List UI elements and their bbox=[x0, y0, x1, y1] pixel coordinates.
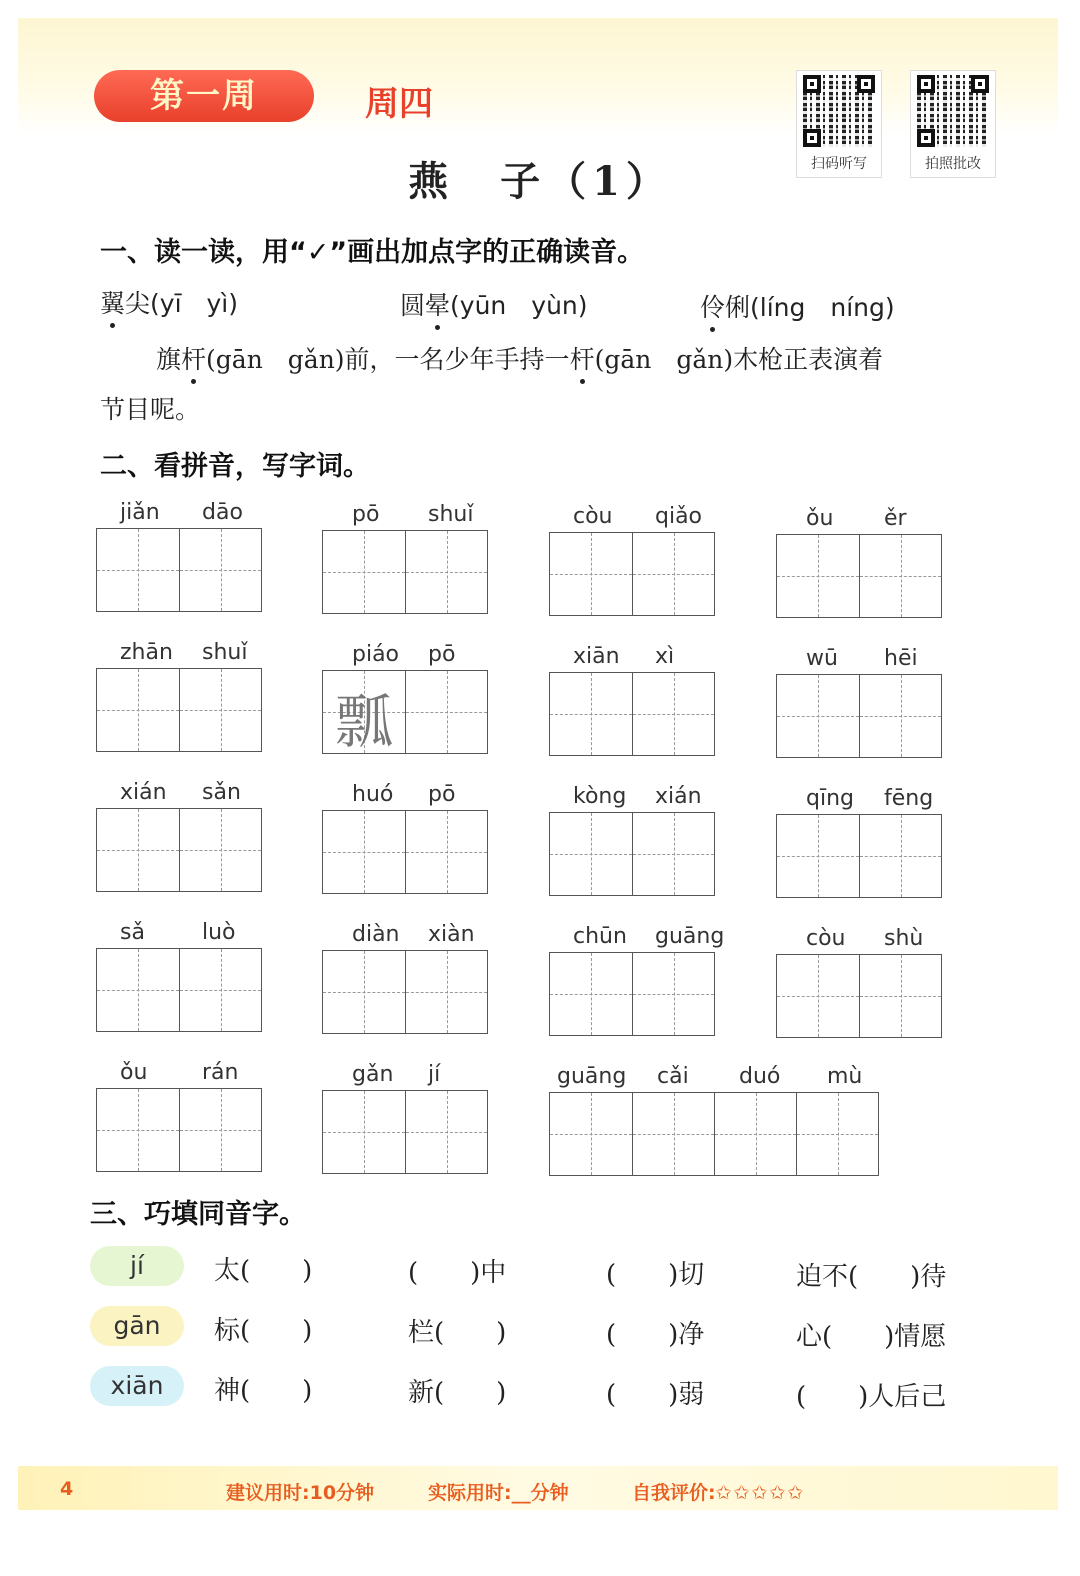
homophone-row bbox=[90, 1246, 1010, 1290]
character-boxes bbox=[96, 528, 262, 612]
character-box[interactable] bbox=[405, 671, 487, 753]
character-boxes bbox=[322, 670, 488, 754]
character-boxes bbox=[96, 668, 262, 752]
qr-finder-icon bbox=[917, 75, 935, 93]
pinyin-label: jí bbox=[428, 1062, 441, 1087]
homophone-blank[interactable]: 心( )情愿 bbox=[796, 1322, 947, 1352]
pinyin-label: shuǐ bbox=[202, 640, 248, 665]
character-box[interactable] bbox=[550, 953, 632, 1035]
section2-title: 二、看拼音，写字词。 bbox=[100, 451, 370, 482]
character-boxes bbox=[322, 530, 488, 614]
self-evaluation-label: 自我评价: bbox=[632, 1482, 716, 1504]
character-boxes bbox=[322, 950, 488, 1034]
pinyin-label: sǎn bbox=[202, 780, 241, 805]
pinyin-label: ěr bbox=[884, 506, 907, 531]
reading-sentence-end: 节目呢。 bbox=[100, 395, 201, 424]
character-box[interactable] bbox=[859, 955, 941, 1037]
homophone-row bbox=[90, 1366, 1010, 1410]
qr-listen-caption: 扫码听写 bbox=[811, 156, 867, 172]
character-box[interactable] bbox=[179, 1089, 261, 1171]
character-box[interactable] bbox=[632, 1093, 714, 1175]
character-box[interactable] bbox=[179, 809, 261, 891]
homophone-blank[interactable]: 迫不( )待 bbox=[796, 1262, 947, 1292]
character-boxes bbox=[322, 810, 488, 894]
pinyin-label: qiǎo bbox=[655, 504, 703, 529]
pinyin-label: pō bbox=[428, 642, 456, 667]
character-box[interactable] bbox=[179, 669, 261, 751]
character-boxes bbox=[549, 952, 715, 1036]
character-box[interactable] bbox=[179, 529, 261, 611]
homophone-blank[interactable]: 神( ) bbox=[214, 1376, 313, 1406]
pinyin-label: rán bbox=[202, 1060, 239, 1085]
pinyin-label: còu bbox=[573, 504, 613, 529]
character-box[interactable] bbox=[405, 531, 487, 613]
qr-finder-icon bbox=[971, 75, 989, 93]
character-box[interactable] bbox=[405, 1091, 487, 1173]
homophone-blank[interactable]: 新( ) bbox=[408, 1378, 507, 1408]
qr-correct-caption: 拍照批改 bbox=[925, 156, 981, 172]
character-box[interactable] bbox=[859, 675, 941, 757]
homophone-blank[interactable]: ( )净 bbox=[606, 1320, 705, 1350]
section3-title: 三、巧填同音字。 bbox=[90, 1199, 306, 1230]
character-box[interactable] bbox=[777, 955, 859, 1037]
dotted-char: 杆 bbox=[570, 340, 595, 376]
pinyin-label: zhān bbox=[120, 640, 173, 665]
homophone-blank[interactable]: ( )切 bbox=[606, 1260, 705, 1290]
character-box[interactable] bbox=[859, 535, 941, 617]
star-rating-icon[interactable]: ✩✩✩✩✩ bbox=[715, 1482, 806, 1504]
suggested-time: 建议用时:10分钟 bbox=[226, 1482, 375, 1504]
written-character: 瓢 bbox=[334, 688, 393, 756]
dotted-char: 杆 bbox=[181, 340, 206, 376]
character-box[interactable] bbox=[550, 673, 632, 755]
homophone-blank[interactable]: ( )弱 bbox=[606, 1380, 705, 1410]
pinyin-label: mù bbox=[827, 1064, 863, 1089]
reading-options: 俐(líng níng) bbox=[725, 293, 895, 322]
homophone-blank[interactable]: 栏( ) bbox=[408, 1318, 507, 1348]
character-box[interactable] bbox=[714, 1093, 796, 1175]
dotted-char: 晕 bbox=[425, 286, 450, 322]
reading-text: 圆 bbox=[400, 291, 426, 320]
reading-options: (gān gǎn)前，一名少年手持一 bbox=[206, 345, 570, 374]
character-box[interactable] bbox=[323, 1091, 405, 1173]
pinyin-label: dāo bbox=[202, 500, 243, 525]
character-boxes bbox=[776, 674, 942, 758]
character-box[interactable] bbox=[179, 949, 261, 1031]
pinyin-label: cǎi bbox=[657, 1064, 689, 1089]
reading-options: (gān gǎn)木枪正表演着 bbox=[594, 345, 884, 374]
homophone-row bbox=[90, 1306, 1010, 1350]
pinyin-label: chūn bbox=[573, 924, 627, 949]
character-box[interactable] bbox=[97, 809, 179, 891]
day-label: 周四 bbox=[365, 84, 433, 124]
character-box[interactable] bbox=[777, 535, 859, 617]
pinyin-label: diàn bbox=[352, 922, 400, 947]
lesson-title: 燕 子（1） bbox=[408, 158, 672, 205]
character-boxes bbox=[96, 948, 262, 1032]
pinyin-label: gǎn bbox=[352, 1062, 394, 1087]
reading-text: 旗 bbox=[156, 345, 182, 374]
homophone-blank[interactable]: 太( ) bbox=[214, 1256, 313, 1286]
character-boxes bbox=[322, 1090, 488, 1174]
dotted-char: 翼 bbox=[100, 284, 125, 320]
page-number: 4 bbox=[60, 1478, 74, 1500]
reading-options: 尖(yī yì) bbox=[125, 289, 239, 318]
character-box[interactable] bbox=[97, 529, 179, 611]
homophone-pinyin: jí bbox=[90, 1246, 184, 1286]
reading-sentence[interactable] bbox=[156, 340, 883, 376]
character-box[interactable] bbox=[405, 811, 487, 893]
character-box[interactable] bbox=[632, 673, 714, 755]
homophone-blank[interactable]: 标( ) bbox=[214, 1316, 313, 1346]
dotted-char: 伶 bbox=[700, 288, 725, 324]
character-box[interactable] bbox=[796, 1093, 878, 1175]
pinyin-label: ǒu bbox=[120, 1060, 148, 1085]
pinyin-label: hēi bbox=[884, 646, 918, 671]
character-box[interactable] bbox=[323, 671, 405, 756]
pinyin-label: duó bbox=[739, 1064, 781, 1089]
pinyin-label: guāng bbox=[655, 924, 725, 949]
qr-finder-icon bbox=[857, 75, 875, 93]
qr-finder-icon bbox=[803, 129, 821, 147]
character-box[interactable] bbox=[550, 1093, 632, 1175]
pinyin-label: qīng bbox=[806, 786, 854, 811]
week-badge: 第一周 bbox=[94, 70, 314, 122]
character-box[interactable] bbox=[859, 815, 941, 897]
pinyin-label: kòng bbox=[573, 784, 627, 809]
pinyin-label: luò bbox=[202, 920, 236, 945]
reading-options: (yūn yùn) bbox=[450, 291, 588, 320]
character-box[interactable] bbox=[323, 811, 405, 893]
actual-time[interactable]: 实际用时:__分钟 bbox=[428, 1482, 569, 1504]
character-box[interactable] bbox=[97, 1089, 179, 1171]
character-box[interactable] bbox=[632, 533, 714, 615]
character-boxes bbox=[776, 814, 942, 898]
pinyin-label: xì bbox=[655, 644, 675, 669]
character-box[interactable] bbox=[777, 675, 859, 757]
pinyin-label: xián bbox=[655, 784, 702, 809]
homophone-blank[interactable]: ( )中 bbox=[408, 1258, 507, 1288]
pinyin-label: còu bbox=[806, 926, 846, 951]
homophone-pinyin: xiān bbox=[90, 1366, 184, 1406]
character-box[interactable] bbox=[405, 951, 487, 1033]
pinyin-label: pō bbox=[352, 502, 380, 527]
pinyin-label: sǎ bbox=[120, 920, 145, 945]
character-box[interactable] bbox=[777, 815, 859, 897]
character-boxes bbox=[549, 672, 715, 756]
pinyin-label: shù bbox=[884, 926, 924, 951]
pinyin-label: ǒu bbox=[806, 506, 834, 531]
character-box[interactable] bbox=[97, 949, 179, 1031]
character-boxes bbox=[96, 808, 262, 892]
qr-finder-icon bbox=[803, 75, 821, 93]
pinyin-label: pō bbox=[428, 782, 456, 807]
character-box[interactable] bbox=[323, 531, 405, 613]
character-box[interactable] bbox=[550, 813, 632, 895]
pinyin-label: wū bbox=[806, 646, 838, 671]
pinyin-label: fēng bbox=[884, 786, 934, 811]
pinyin-label: xián bbox=[120, 780, 167, 805]
character-box[interactable] bbox=[323, 951, 405, 1033]
pinyin-label: jiǎn bbox=[120, 500, 160, 525]
qr-finder-icon bbox=[917, 129, 935, 147]
pinyin-label: shuǐ bbox=[428, 502, 474, 527]
pinyin-label: xiàn bbox=[428, 922, 475, 947]
character-box[interactable] bbox=[550, 533, 632, 615]
pinyin-label: guāng bbox=[557, 1064, 627, 1089]
character-boxes bbox=[776, 534, 942, 618]
character-boxes bbox=[776, 954, 942, 1038]
homophone-blank[interactable]: ( )人后己 bbox=[796, 1382, 947, 1412]
reading-item[interactable] bbox=[700, 288, 895, 324]
character-box[interactable] bbox=[632, 953, 714, 1035]
homophone-pinyin: gān bbox=[90, 1306, 184, 1346]
character-box[interactable] bbox=[97, 669, 179, 751]
section1-title: 一、读一读，用“✓”画出加点字的正确读音。 bbox=[100, 237, 645, 268]
character-boxes bbox=[549, 812, 715, 896]
character-boxes bbox=[96, 1088, 262, 1172]
pinyin-label: huó bbox=[352, 782, 394, 807]
character-box[interactable] bbox=[632, 813, 714, 895]
pinyin-label: xiān bbox=[573, 644, 620, 669]
character-boxes bbox=[549, 532, 715, 616]
self-evaluation[interactable] bbox=[632, 1478, 805, 1505]
reading-item[interactable] bbox=[100, 284, 238, 320]
reading-item[interactable] bbox=[400, 286, 588, 322]
character-boxes bbox=[549, 1092, 879, 1176]
pinyin-label: piáo bbox=[352, 642, 400, 667]
